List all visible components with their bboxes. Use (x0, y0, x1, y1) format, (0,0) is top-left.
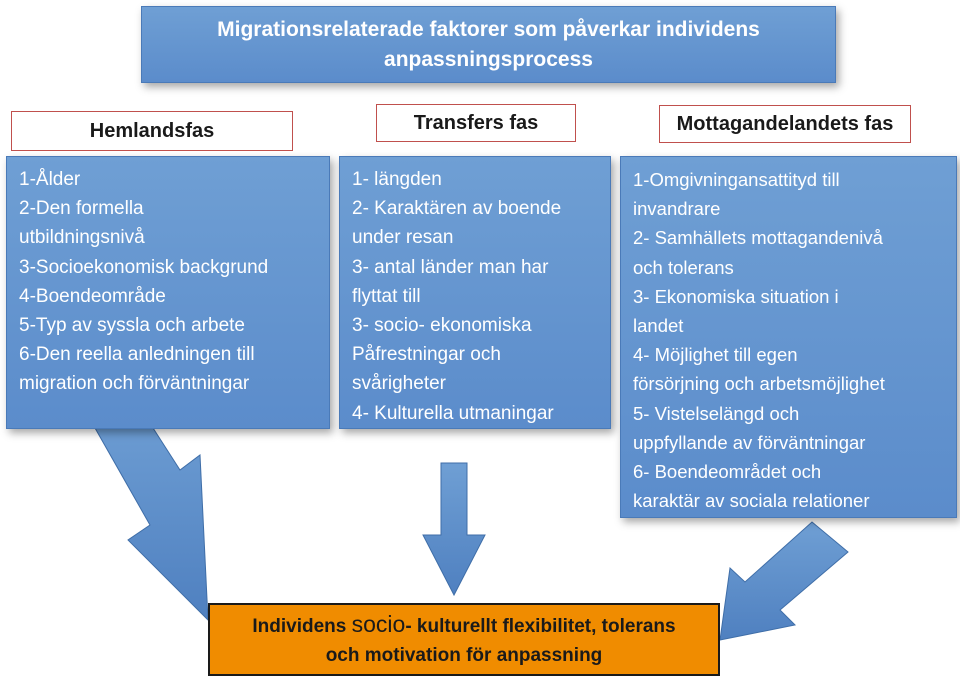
factor-item: 4- Möjlighet till egen (633, 344, 798, 366)
factor-item: 6- Boendeområdet och (633, 461, 822, 483)
factor-item: försörjning och arbetsmöjlighet (633, 373, 885, 395)
outcome-line-1 (252, 610, 675, 641)
factor-item: Påfrestningar och (352, 344, 501, 366)
factor-item: 1-Omgivningansattityd till (633, 169, 840, 190)
arrow-middle (423, 463, 485, 595)
factor-item: 2- Karaktären av boende (352, 198, 562, 220)
phase-label-transfer: Transfers fas (376, 104, 576, 142)
factor-item: 1- längden (352, 169, 442, 190)
factor-item: 2-Den formella (19, 198, 144, 220)
title-line-2: anpassningsprocess (384, 47, 593, 71)
outcome-line-2: och motivation för anpassning (325, 644, 603, 666)
arrow-left (95, 400, 208, 620)
factor-item: 3- antal länder man har (352, 256, 549, 278)
factor-item: karaktär av sociala relationer (633, 490, 870, 512)
factor-item: 4- Kulturella utmaningar (352, 402, 554, 424)
phase-label-mottagande: Mottagandelandets fas (659, 105, 911, 143)
title-line-1: Migrationsrelaterade faktorer som påverkar individens (217, 17, 760, 41)
factor-item: flyttat till (352, 285, 421, 307)
factor-item: utbildningsnivå (19, 227, 145, 249)
outcome-emphasis: socio (351, 610, 406, 637)
factor-item: under resan (352, 227, 454, 249)
factor-item: landet (633, 315, 684, 337)
factor-item: 6-Den reella anledningen till (19, 344, 255, 366)
factor-item: 3-Socioekonomisk backgrund (19, 256, 269, 278)
factor-item: 2- Samhällets mottagandenivå (633, 227, 883, 249)
phase-label-hemland: Hemlandsfas (11, 111, 293, 151)
factor-item: svårigheter (352, 373, 446, 395)
factor-item: migration och förväntningar (19, 373, 250, 395)
arrow-right (720, 522, 848, 640)
transfer-factors (339, 156, 611, 429)
outcome-prefix: Individens (252, 615, 352, 637)
factor-item: och tolerans (633, 256, 734, 278)
factor-item: 4-Boendeområde (19, 285, 166, 307)
factor-item: invandrare (633, 198, 721, 220)
hemland-factors (6, 156, 330, 429)
factor-item: 3- Ekonomiska situation i (633, 285, 839, 307)
mottagande-factors (620, 156, 957, 518)
outcome-box (208, 603, 720, 676)
factor-item: 5- Vistelselängd och (633, 402, 800, 424)
factor-item: uppfyllande av förväntningar (633, 431, 866, 453)
factor-item: 5-Typ av syssla och arbete (19, 315, 245, 337)
factor-item: 3- socio- ekonomiska (352, 315, 532, 337)
factor-item: 1-Ålder (19, 169, 81, 190)
outcome-suffix: - kulturellt flexibilitet, tolerans (405, 615, 676, 637)
